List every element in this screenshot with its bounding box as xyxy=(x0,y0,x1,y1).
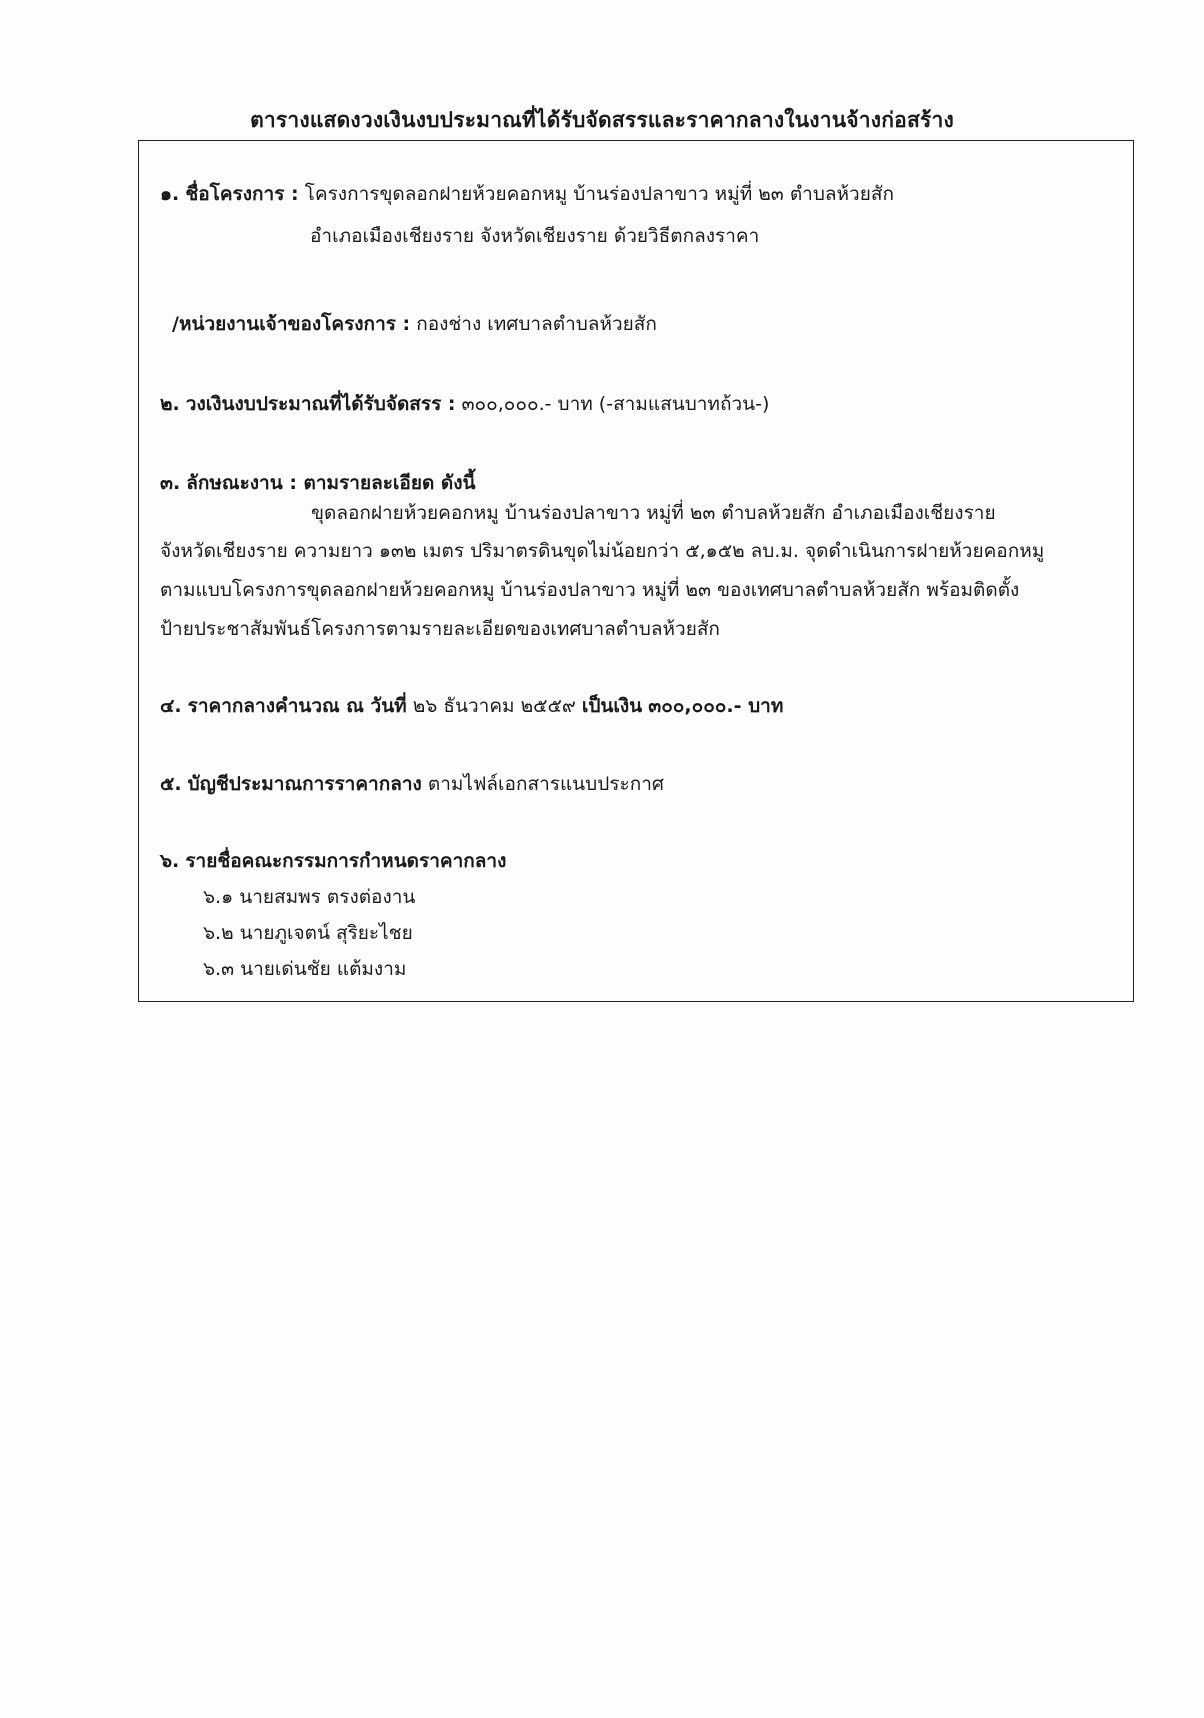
agency-label: /หน่วยงานเจ้าของโครงการ : xyxy=(172,313,411,335)
section-1-number: ๑. xyxy=(160,183,180,205)
committee-member-number: ๖.๑ xyxy=(203,886,234,908)
committee-member-name: นายเด่นชัย แต้มงาม xyxy=(240,958,407,980)
section-6-label: รายชื่อคณะกรรมการกำหนดราคากลาง xyxy=(185,850,507,872)
committee-member xyxy=(203,884,415,910)
work-desc-line-1: ขุดลอกฝายห้วยคอกหมู บ้านร่องปลาขาว หมู่ที่ ๒๓ ตำบลห้วยสัก อำเภอเมืองเชียงราย xyxy=(311,502,996,524)
price-amount: ๓๐๐,๐๐๐.- บาท xyxy=(648,695,784,717)
section-4-label-2: เป็นเงิน xyxy=(581,695,643,717)
section-5-number: ๕. xyxy=(160,773,182,795)
estimate-value: ตามไฟล์เอกสารแนบประกาศ xyxy=(427,773,664,795)
section-3-number: ๓. xyxy=(160,472,181,494)
work-desc-line-2: จังหวัดเชียงราย ความยาว ๑๓๒ เมตร ปริมาตรดินขุดไม่น้อยกว่า ๕,๑๕๒ ลบ.ม. จุดดำเนินการฝายห้วยคอกหมู xyxy=(160,540,1045,562)
section-5-label: บัญชีประมาณการราคากลาง xyxy=(187,773,422,795)
section-4-number: ๔. xyxy=(160,695,182,717)
agency-value: กองช่าง เทศบาลตำบลห้วยสัก xyxy=(416,313,657,335)
section-5-row xyxy=(160,771,664,797)
committee-member-name: นายสมพร ตรงต่องาน xyxy=(239,886,416,908)
section-6-number: ๖. xyxy=(160,850,180,872)
section-2-number: ๒. xyxy=(160,393,180,415)
committee-member-number: ๖.๓ xyxy=(203,958,235,980)
project-name-line-1: โครงการขุดลอกฝายห้วยคอกหมู บ้านร่องปลาขาว หมู่ที่ ๒๓ ตำบลห้วยสัก xyxy=(304,183,894,205)
page-title: ตารางแสดงวงเงินงบประมาณที่ได้รับจัดสรรและราคากลางในงานจ้างก่อสร้าง xyxy=(250,108,954,132)
section-1-header xyxy=(160,181,894,207)
section-4-row xyxy=(160,693,783,719)
committee-member-name: นายภูเจตน์ สุริยะไชย xyxy=(239,922,413,944)
section-6-header xyxy=(160,848,506,874)
section-2-label: วงเงินงบประมาณที่ได้รับจัดสรร : xyxy=(185,393,456,415)
budget-value: ๓๐๐,๐๐๐.- บาท (-สามแสนบาทถ้วน-) xyxy=(461,393,770,415)
work-desc-line-3: ตามแบบโครงการขุดลอกฝายห้วยคอกหมู บ้านร่องปลาขาว หมู่ที่ ๒๓ ของเทศบาลตำบลห้วยสัก พร้อมติดตั้ง xyxy=(160,579,1020,601)
section-4-label: ราคากลางคำนวณ ณ วันที่ xyxy=(187,695,407,717)
section-3-header xyxy=(160,470,476,496)
committee-member-number: ๖.๒ xyxy=(203,922,234,944)
committee-member xyxy=(203,956,406,982)
section-2-row xyxy=(160,391,769,417)
committee-member xyxy=(203,920,413,946)
agency-row xyxy=(172,311,657,337)
section-3-label: ลักษณะงาน : ตามรายละเอียด ดังนี้ xyxy=(186,472,476,494)
price-date: ๒๖ ธันวาคม ๒๕๕๙ xyxy=(412,695,576,717)
project-name-line-2: อำเภอเมืองเชียงราย จังหวัดเชียงราย ด้วยวิธีตกลงราคา xyxy=(310,225,760,247)
section-1-label: ชื่อโครงการ : xyxy=(185,183,299,205)
work-desc-line-4: ป้ายประชาสัมพันธ์โครงการตามรายละเอียดของเทศบาลตำบลห้วยสัก xyxy=(160,618,720,640)
